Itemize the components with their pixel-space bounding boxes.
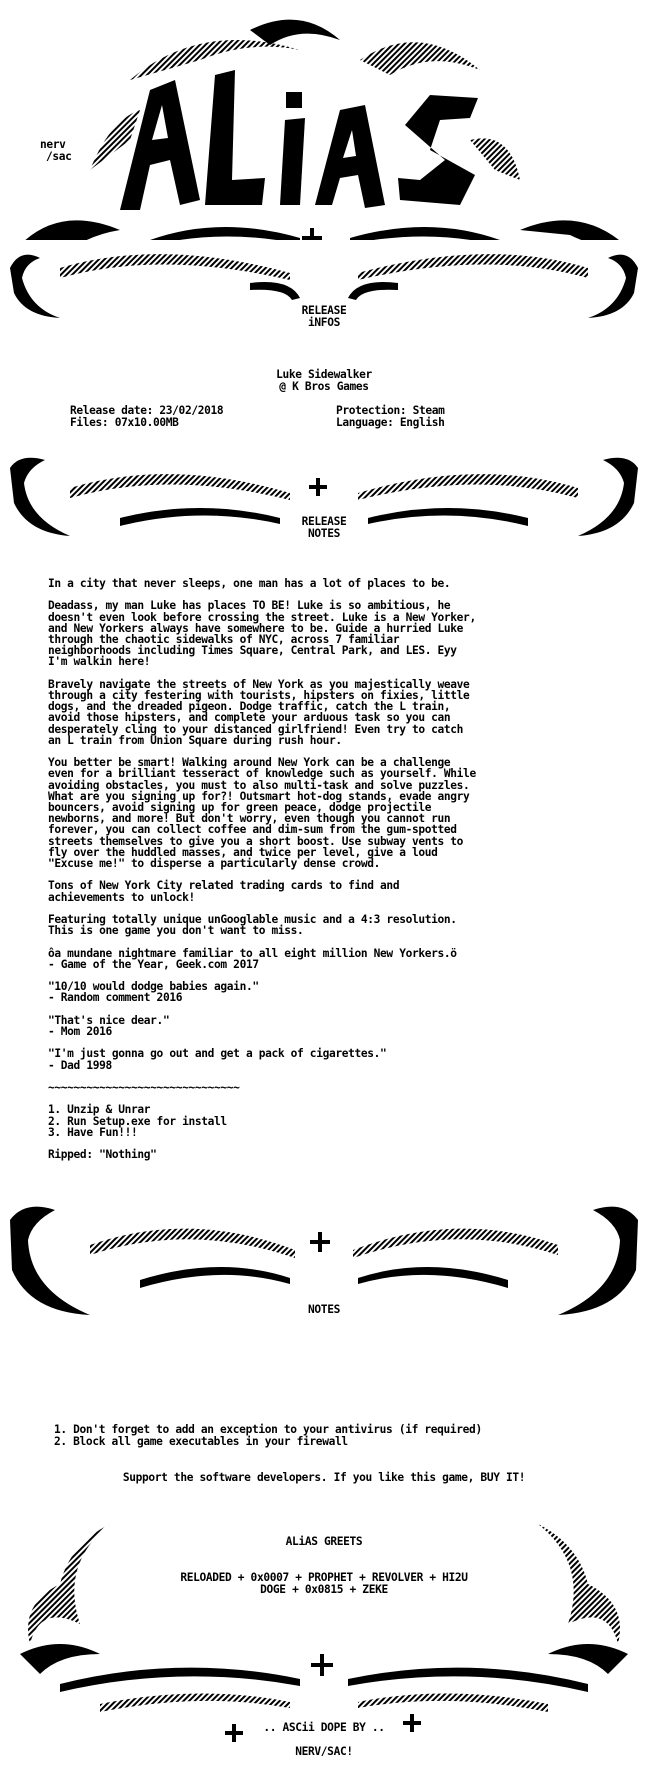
section-heading-notes: NOTES <box>308 527 340 540</box>
notes-line: neighborhoods including Times Square, Central Park, and LES. Eyy <box>48 644 457 658</box>
notes-line: "10/10 would dodge babies again." <box>48 980 259 994</box>
credits-line-2: NERV/SAC! <box>295 1745 353 1758</box>
notes-line: Deadass, my man Luke has places TO BE! Luke is so ambitious, he <box>48 599 451 613</box>
notes-line: This is one game you don't want to miss. <box>48 924 304 938</box>
ornament-notes <box>0 1200 648 1340</box>
notes-line: I'm walkin here! <box>48 655 151 669</box>
notes-line: Ripped: "Nothing" <box>48 1148 157 1162</box>
notes-line: 3. Have Fun!!! <box>48 1125 138 1139</box>
notes-line: - Mom 2016 <box>48 1025 112 1038</box>
notes-line: In a city that never sleeps, one man has a lot of places to be. <box>48 577 451 590</box>
files: Files: 07x10.00MB <box>70 416 179 429</box>
notes-line: 1. Unzip & Unrar <box>48 1103 151 1117</box>
notes-line: What are you signing up for?! Outsmart hot-dog stands, evade angry <box>48 789 470 803</box>
protection: Protection: Steam <box>336 404 445 417</box>
notes-line: streets themselves to give you a short boost. Use subway vents to <box>48 834 464 848</box>
notes-line: newborns, and more! But don't worry, even though you cannot run <box>48 812 451 826</box>
logo-tag-nerv: nerv <box>40 138 66 151</box>
ornament-release-notes <box>0 448 648 558</box>
notes-line: - Dad 1998 <box>48 1058 112 1072</box>
section-heading-infos: iNFOS <box>308 316 340 329</box>
extra-note-2: 2. Block all game executables in your firewall <box>54 1435 348 1448</box>
notes-line: fly over the huddled masses, and twice per level, give a loud <box>48 845 438 859</box>
notes-line: through the chaotic sidewalks of NYC, across 7 familiar <box>48 633 400 646</box>
notes-line: an L train from Union Square during rush hour. <box>48 733 342 747</box>
extra-note-1: 1. Don't forget to add an exception to your antivirus (if required) <box>54 1423 482 1436</box>
notes-line: - Random comment 2016 <box>48 991 183 1005</box>
release-date: Release date: 23/02/2018 <box>70 404 224 417</box>
notes-line: bouncers, avoid signing up for green peace, dodge projectile <box>48 801 432 814</box>
notes-line: through a city festering with tourists, hipsters on fixies, little <box>48 689 470 702</box>
support-message: Support the software developers. If you like this game, BUY IT! <box>122 1471 526 1484</box>
notes-line: avoid those hipsters, and complete your arduous task so you can <box>48 711 451 725</box>
greets-title: ALiAS GREETS <box>285 1535 363 1548</box>
notes-line: dogs, and the dreaded pigeon. Dodge traffic, catch the L train, <box>48 700 451 714</box>
notes-line: doesn't even look before crossing the street. Luke is a New Yorker, <box>48 610 476 624</box>
notes-line: "I'm just gonna go out and get a pack of cigarettes." <box>48 1047 387 1061</box>
notes-line: ôa mundane nightmare familiar to all eight million New Yorkers.ö <box>48 946 457 960</box>
greets-line-2: DOGE + 0x0815 + ZEKE <box>260 1583 388 1596</box>
alias-logo <box>0 0 648 240</box>
notes-line: forever, you can collect coffee and dim-sum from the gum-spotted <box>48 823 457 837</box>
notes-line: even for a brilliant tesseract of knowledge such as yourself. While <box>48 767 476 781</box>
ornament-release-infos <box>0 238 648 348</box>
notes-line: avoiding obstacles, you must to also multi-task and solve puzzles. <box>48 778 470 792</box>
section-heading-release-2: RELEASE <box>301 515 347 528</box>
greets-line-1: RELOADED + 0x0007 + PROPHET + REVOLVER + HI2U <box>180 1571 468 1584</box>
logo-tag-sac: /sac <box>46 150 72 163</box>
credits-line-1: .. ASCii DOPE BY .. <box>263 1721 385 1734</box>
language: Language: English <box>336 416 445 429</box>
notes-line: Tons of New York City related trading cards to find and <box>48 879 400 893</box>
notes-line: ~~~~~~~~~~~~~~~~~~~~~~~~~~~~~~ <box>48 1081 240 1094</box>
notes-line: "That's nice dear." <box>48 1013 170 1027</box>
notes-line: Featuring totally unique unGooglable music and a 4:3 resolution. <box>48 913 457 926</box>
section-heading-notes-2: NOTES <box>308 1303 340 1316</box>
game-title: Luke Sidewalker <box>276 368 372 381</box>
notes-line: "Excuse me!" to disperse a particularly dense crowd. <box>48 857 381 870</box>
section-heading-release: RELEASE <box>301 304 347 317</box>
notes-line: and New Yorkers always have somewhere to be. Guide a hurried Luke <box>48 621 464 635</box>
notes-line: You better be smart! Walking around New York can be a challenge <box>48 756 451 770</box>
game-developer: @ K Bros Games <box>279 380 369 393</box>
notes-line: Bravely navigate the streets of New York as you majestically weave <box>48 677 470 691</box>
notes-line: desperately cling to your distanced girlfriend! Even try to catch <box>48 722 464 736</box>
notes-line: 2. Run Setup.exe for install <box>48 1114 227 1128</box>
notes-line: achievements to unlock! <box>48 890 195 904</box>
notes-line: - Game of the Year, Geek.com 2017 <box>48 957 259 971</box>
